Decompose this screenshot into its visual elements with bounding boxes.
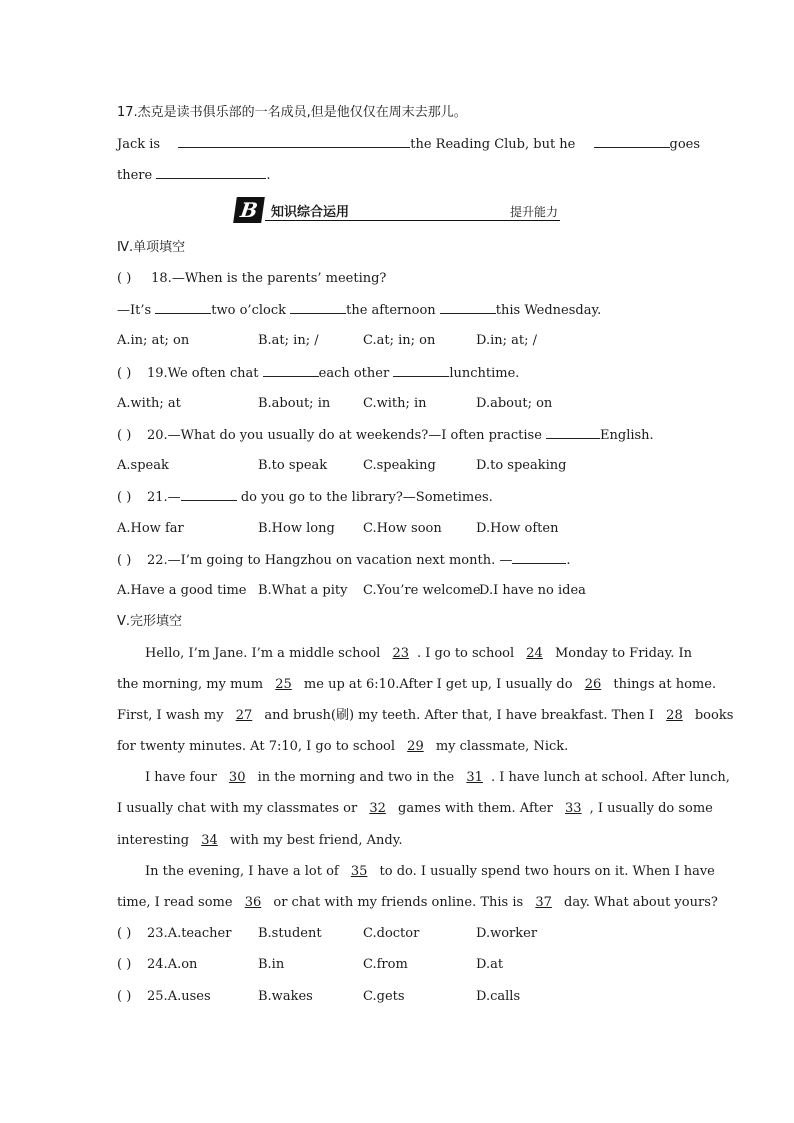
option-a[interactable]: A.on — [167, 957, 198, 972]
cloze-text: . I have lunch at school. After lunch, — [490, 770, 730, 785]
cloze-text: and brush(刷) my teeth. After that, I have breakfast. Then I — [260, 708, 659, 723]
question-23 — [117, 925, 231, 943]
stem-text: lunchtime. — [449, 366, 520, 381]
option-d[interactable]: D.calls — [476, 989, 521, 1004]
stem-text: —It’s — [117, 303, 156, 318]
cloze-text: to do. I usually spend two hours on it. When I have — [375, 864, 715, 879]
cloze-text: or chat with my friends online. This is — [269, 895, 528, 910]
cloze-blank[interactable]: 33 — [565, 801, 582, 816]
option-b[interactable]: B.in — [258, 957, 285, 972]
cloze-line — [117, 832, 402, 850]
option-a[interactable]: A.uses — [167, 989, 211, 1004]
cloze-blank[interactable]: 31 — [466, 770, 483, 785]
cloze-text: my classmate, Nick. — [431, 739, 569, 754]
part4-heading: Ⅳ.单项填空 — [117, 240, 186, 255]
option-a[interactable]: A.How far — [117, 521, 184, 536]
stem-text: two o’clock — [211, 303, 291, 318]
cloze-blank[interactable]: 37 — [535, 895, 552, 910]
cloze-text: in the morning and two in the — [253, 770, 459, 785]
cloze-text: . I go to school — [417, 646, 519, 661]
question-21 — [117, 488, 493, 507]
q17-text: the Reading Club, but he — [410, 137, 576, 152]
cloze-text: with my best friend, Andy. — [225, 833, 403, 848]
cloze-text: time, I read some — [117, 895, 237, 910]
answer-blank[interactable] — [290, 301, 346, 314]
cloze-text: Hello, I’m Jane. I’m a middle school — [145, 646, 385, 661]
stem-text: 19.We often chat — [147, 366, 263, 381]
cloze-line — [145, 863, 715, 881]
cloze-line — [145, 769, 730, 787]
q17-line2 — [117, 166, 270, 185]
cloze-text: games with them. After — [393, 801, 558, 816]
cloze-blank[interactable]: 35 — [350, 864, 368, 879]
stem-text: do you go to the library?—Sometimes. — [236, 490, 493, 505]
question-24 — [117, 956, 197, 974]
cloze-blank[interactable]: 24 — [526, 646, 543, 661]
answer-blank[interactable] — [155, 301, 211, 314]
option-b[interactable]: B.to speak — [258, 458, 328, 473]
option-c[interactable]: C.speaking — [363, 458, 436, 473]
cloze-text: interesting — [117, 833, 194, 848]
answer-blank[interactable] — [263, 364, 319, 377]
answer-paren[interactable]: ( ) — [117, 553, 132, 568]
option-d[interactable]: D.to speaking — [476, 458, 567, 473]
stem-text: 20.—What do you usually do at weekends?—I often practise — [147, 428, 547, 443]
cloze-text: Monday to Friday. In — [550, 646, 693, 661]
cloze-blank[interactable]: 25 — [275, 677, 292, 692]
q17-text: there — [117, 168, 153, 183]
cloze-line — [145, 645, 692, 663]
stem-text: this Wednesday. — [495, 303, 602, 318]
question-18-line2 — [117, 301, 601, 320]
cloze-text: for twenty minutes. At 7:10, I go to school — [117, 739, 400, 754]
cloze-blank[interactable]: 34 — [201, 833, 218, 848]
option-d[interactable]: D.worker — [476, 926, 538, 941]
option-d[interactable]: D.I have no idea — [479, 583, 586, 598]
answer-blank[interactable] — [181, 488, 237, 501]
question-number: 24. — [147, 957, 168, 972]
cloze-text: I have four — [145, 770, 221, 785]
cloze-blank[interactable]: 23 — [392, 646, 409, 661]
cloze-blank[interactable]: 28 — [666, 708, 683, 723]
option-a[interactable]: A.Have a good time — [117, 583, 247, 598]
cloze-text: , I usually do some — [589, 801, 713, 816]
option-c[interactable]: C.gets — [363, 989, 405, 1004]
q17-prompt: 17.杰克是读书俱乐部的一名成员,但是他仅仅在周末去那儿。 — [117, 105, 467, 120]
cloze-text: things at home. — [609, 677, 717, 692]
part5-heading: Ⅴ.完形填空 — [117, 614, 183, 629]
section-b-title: 知识综合运用 — [271, 205, 350, 220]
question-20 — [117, 426, 654, 445]
cloze-blank[interactable]: 36 — [244, 895, 262, 910]
option-b[interactable]: B.What a pity — [258, 583, 348, 598]
cloze-text: books — [690, 708, 734, 723]
option-d[interactable]: D.at — [476, 957, 504, 972]
question-19 — [117, 364, 519, 383]
question-22 — [117, 551, 571, 570]
answer-paren[interactable]: ( ) — [117, 989, 132, 1004]
option-b[interactable]: B.wakes — [258, 989, 313, 1004]
answer-paren[interactable]: ( ) — [117, 957, 132, 972]
option-c[interactable]: C.doctor — [363, 926, 420, 941]
cloze-line — [117, 800, 713, 818]
cloze-line — [117, 707, 733, 725]
option-b[interactable]: B.at; in; / — [258, 333, 319, 348]
option-b[interactable]: B.How long — [258, 521, 335, 536]
option-c[interactable]: C.How soon — [363, 521, 442, 536]
cloze-text: me up at 6:10.After I get up, I usually do — [299, 677, 577, 692]
option-c[interactable]: C.at; in; on — [363, 333, 436, 348]
question-25 — [117, 988, 211, 1006]
question-number: 23. — [147, 926, 168, 941]
cloze-line — [117, 738, 568, 756]
answer-paren[interactable]: ( ) — [117, 366, 132, 381]
stem-text: 22.—I’m going to Hangzhou on vacation next month. — — [147, 553, 513, 568]
answer-blank[interactable] — [546, 426, 600, 439]
cloze-blank[interactable]: 30 — [228, 770, 246, 785]
answer-paren[interactable]: ( ) — [117, 490, 132, 505]
cloze-text: I usually chat with my classmates or — [117, 801, 362, 816]
cloze-text: day. What about yours? — [559, 895, 718, 910]
option-c[interactable]: C.with; in — [363, 396, 427, 411]
cloze-text: the morning, my mum — [117, 677, 268, 692]
cloze-blank[interactable]: 27 — [235, 708, 253, 723]
answer-paren[interactable]: ( ) — [117, 271, 132, 286]
option-c[interactable]: C.You’re welcome — [363, 583, 481, 598]
question-number: 25. — [147, 989, 168, 1004]
cloze-line — [117, 894, 718, 912]
option-d[interactable]: D.about; on — [476, 396, 553, 411]
stem-text: 21.— — [147, 490, 181, 505]
q17-line1 — [117, 135, 701, 154]
section-b-logo: B — [233, 197, 265, 223]
option-d[interactable]: D.in; at; / — [476, 333, 538, 348]
section-b-header — [235, 197, 560, 223]
option-a[interactable]: A.in; at; on — [117, 333, 190, 348]
q17-text: . — [266, 168, 271, 183]
answer-blank[interactable] — [440, 301, 496, 314]
cloze-text: In the evening, I have a lot of — [145, 864, 343, 879]
option-a[interactable]: A.teacher — [167, 926, 232, 941]
option-b[interactable]: B.about; in — [258, 396, 331, 411]
stem-text: . — [566, 553, 571, 568]
cloze-text: First, I wash my — [117, 708, 228, 723]
stem-text: each other — [318, 366, 394, 381]
q17-text: goes — [669, 137, 701, 152]
answer-paren[interactable]: ( ) — [117, 428, 132, 443]
answer-blank[interactable] — [156, 166, 266, 179]
stem-text: the afternoon — [346, 303, 440, 318]
answer-blank[interactable] — [178, 135, 410, 148]
question-18 — [117, 270, 386, 288]
stem-text: English. — [600, 428, 654, 443]
answer-paren[interactable]: ( ) — [117, 926, 132, 941]
cloze-blank[interactable]: 26 — [584, 677, 602, 692]
section-b-right-label: 提升能力 — [509, 205, 558, 219]
option-a[interactable]: A.speak — [117, 458, 169, 473]
cloze-blank[interactable]: 29 — [407, 739, 424, 754]
answer-blank[interactable] — [594, 135, 670, 148]
option-a[interactable]: A.with; at — [117, 396, 181, 411]
answer-blank[interactable] — [512, 551, 566, 564]
option-b[interactable]: B.student — [258, 926, 322, 941]
q17-text: Jack is — [117, 137, 161, 152]
cloze-line — [117, 676, 716, 694]
answer-blank[interactable] — [393, 364, 449, 377]
cloze-blank[interactable]: 32 — [369, 801, 386, 816]
option-c[interactable]: C.from — [363, 957, 408, 972]
question-stem: 18.—When is the parents’ meeting? — [151, 271, 387, 286]
section-divider — [265, 220, 560, 221]
option-d[interactable]: D.How often — [476, 521, 559, 536]
